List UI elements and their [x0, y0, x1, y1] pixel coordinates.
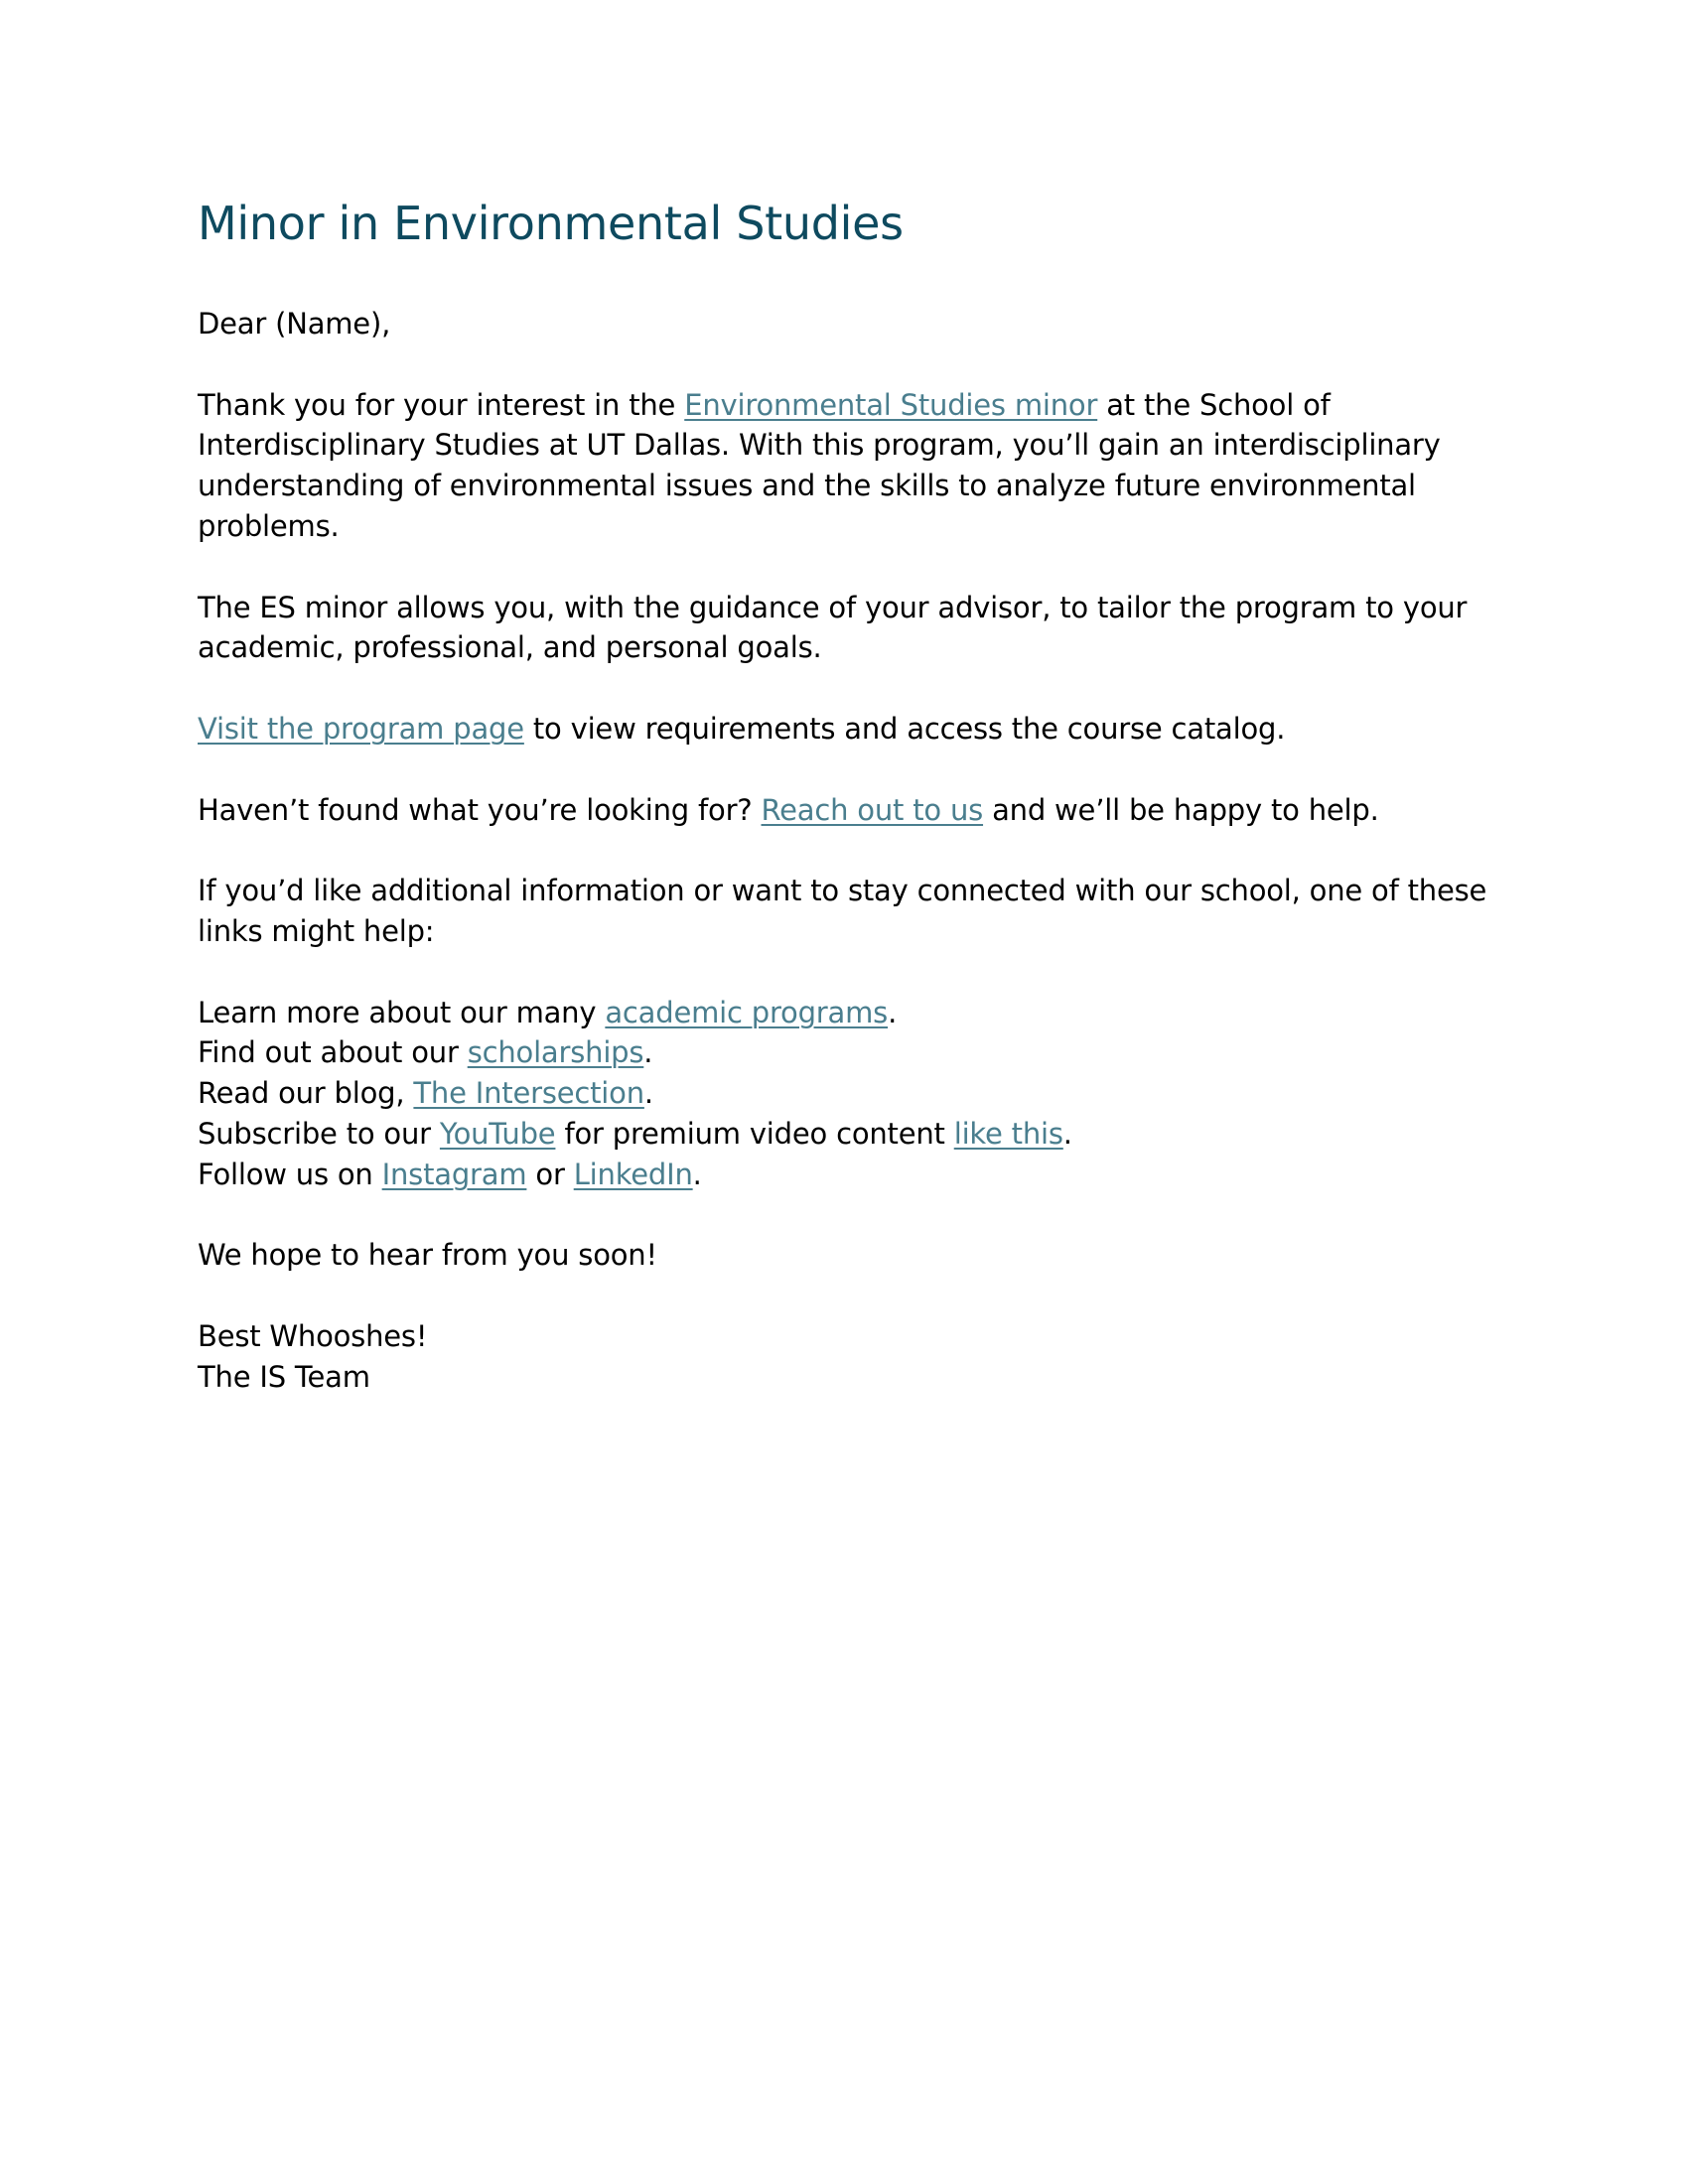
list-item: Read our blog, The Intersection.	[198, 1076, 653, 1111]
the-intersection-blog-link[interactable]: The Intersection	[413, 1076, 644, 1111]
salutation: Dear (Name),	[198, 307, 391, 341]
spacer	[198, 1195, 1508, 1236]
document-page	[198, 195, 1508, 1398]
signature: The IS Team	[198, 1359, 370, 1394]
resource-links-list	[198, 993, 1508, 1195]
list-item: Find out about our scholarships.	[198, 1035, 653, 1070]
list-item: Follow us on Instagram or LinkedIn.	[198, 1157, 702, 1191]
closing-line: We hope to hear from you soon!	[198, 1238, 657, 1273]
academic-programs-link[interactable]: academic programs	[605, 995, 889, 1029]
visit-program-page-link[interactable]: Visit the program page	[198, 711, 524, 746]
document-body	[198, 304, 1508, 1398]
program-page-paragraph: Visit the program page to view requirements and access the course catalog.	[198, 711, 1286, 746]
list-item: Subscribe to our YouTube for premium video content like this.	[198, 1116, 1072, 1151]
instagram-link[interactable]: Instagram	[381, 1157, 527, 1191]
like-this-video-link[interactable]: like this	[953, 1116, 1063, 1151]
intro-paragraph: Thank you for your interest in the Environmental Studies minor at the School of Interdisciplinary Studies at UT Dallas. With this program, you’ll gain an interdisciplinary understanding of environmental issues and the skills to analyze future environmental problems.	[198, 387, 1441, 543]
environmental-studies-minor-link[interactable]: Environmental Studies minor	[684, 387, 1098, 422]
document-title: Minor in Environmental Studies	[198, 197, 904, 250]
youtube-link[interactable]: YouTube	[439, 1116, 556, 1151]
scholarships-link[interactable]: scholarships	[467, 1035, 644, 1070]
additional-info-paragraph: If you’d like additional information or want to stay connected with our school, one of these links might help:	[198, 874, 1487, 948]
linkedin-link[interactable]: LinkedIn	[573, 1157, 693, 1191]
list-item: Learn more about our many academic programs.	[198, 995, 898, 1029]
contact-paragraph: Haven’t found what you’re looking for? Reach out to us and we’ll be happy to help.	[198, 792, 1379, 827]
tailor-paragraph: The ES minor allows you, with the guidance of your advisor, to tailor the program to your academic, professional, and personal goals.	[198, 590, 1468, 665]
signoff-line: Best Whooshes!	[198, 1318, 428, 1353]
reach-out-link[interactable]: Reach out to us	[761, 792, 984, 827]
